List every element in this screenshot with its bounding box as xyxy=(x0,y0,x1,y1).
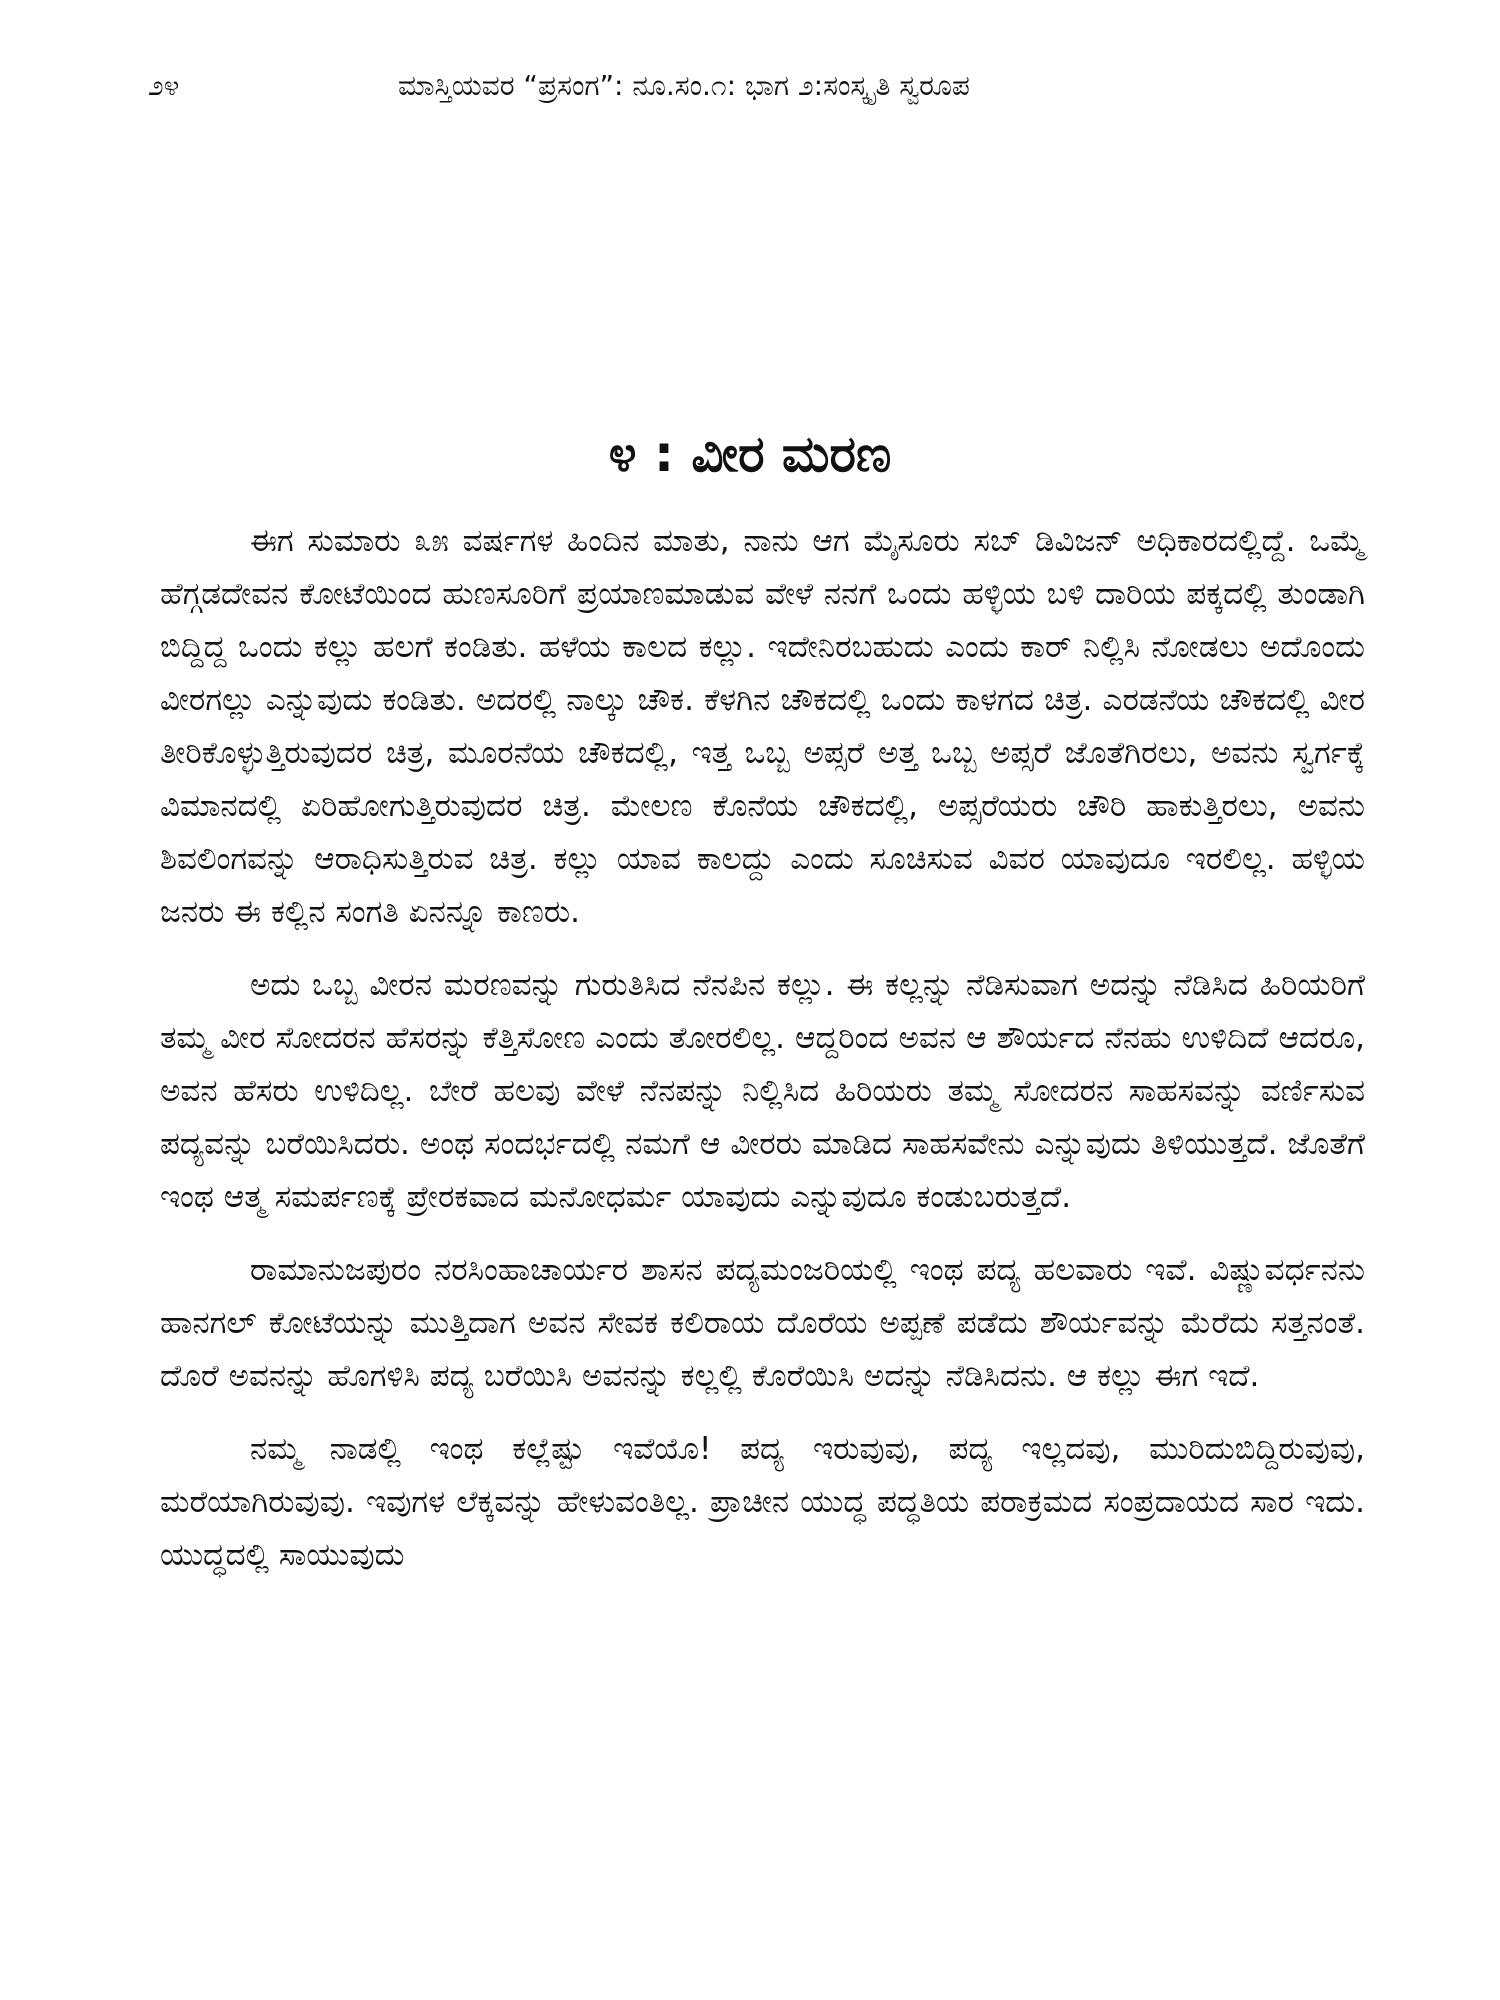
paragraph-4: ನಮ್ಮ ನಾಡಲ್ಲಿ ಇಂಥ ಕಲ್ಲೆಷ್ಟು ಇವೆಯೊ! ಪದ್ಯ ಇರುವುವು, ಪದ್ಯ ಇಲ್ಲದವು, ಮುರಿದುಬಿದ್ದಿರುವುವು, ಮರೆಯಾಗಿರುವುವು. ಇವುಗಳ ಲೆಕ್ಕವನ್ನು ಹೇಳುವಂತಿಲ್ಲ. ಪ್ರಾಚೀನ ಯುದ್ಧ ಪದ್ಧತಿಯ ಪರಾಕ್ರಮದ ಸಂಪ್ರದಾಯದ ಸಾರ ಇದು. ಯುದ್ಧದಲ್ಲಿ ಸಾಯುವುದು xyxy=(160,1431,1365,1573)
running-title: ಮಾಸ್ತಿಯವರ “ಪ್ರಸಂಗ”: ನೂ.ಸಂ.೧: ಭಾಗ ೨:ಸಂಸ್ಕೃತಿ ಸ್ವರೂಪ xyxy=(398,69,970,102)
chapter-title: ೪ : ವೀರ ಮರಣ xyxy=(608,424,892,483)
running-header xyxy=(148,66,1358,106)
paragraph-2: ಅದು ಒಬ್ಬ ವೀರನ ಮರಣವನ್ನು ಗುರುತಿಸಿದ ನೆನಪಿನ ಕಲ್ಲು. ಈ ಕಲ್ಲನ್ನು ನೆಡಿಸುವಾಗ ಅದನ್ನು ನೆಡಿಸಿದ ಹಿರಿಯರಿಗೆ ತಮ್ಮ ವೀರ ಸೋದರನ ಹೆಸರನ್ನು ಕೆತ್ತಿಸೋಣ ಎಂದು ತೋರಲಿಲ್ಲ. ಆದ್ದರಿಂದ ಅವನ ಆ ಶೌರ್ಯದ ನೆನಹು ಉಳಿದಿದೆ ಆದರೂ, ಅವನ ಹೆಸರು ಉಳಿದಿಲ್ಲ. ಬೇರೆ ಹಲವು ವೇಳೆ ನೆನಪನ್ನು ನಿಲ್ಲಿಸಿದ ಹಿರಿಯರು ತಮ್ಮ ಸೋದರನ ಸಾಹಸವನ್ನು ವರ್ಣಿಸುವ ಪದ್ಯವನ್ನು ಬರೆಯಿಸಿದರು. ಅಂಥ ಸಂದರ್ಭದಲ್ಲಿ ನಮಗೆ ಆ ವೀರರು ಮಾಡಿದ ಸಾಹಸವೇನು ಎನ್ನುವುದು ತಿಳಿಯುತ್ತದೆ. ಜೊತೆಗೆ ಇಂಥ ಆತ್ಮ ಸಮರ್ಪಣಕ್ಕೆ ಪ್ರೇರಕವಾದ ಮನೋಧರ್ಮ ಯಾವುದು ಎನ್ನುವುದೂ ಕಂಡುಬರುತ್ತದೆ. xyxy=(160,967,1365,1215)
body-text xyxy=(160,515,1365,1602)
paragraph-1: ಈಗ ಸುಮಾರು ೩೫ ವರ್ಷಗಳ ಹಿಂದಿನ ಮಾತು, ನಾನು ಆಗ ಮೈಸೂರು ಸಬ್ ಡಿವಿಜನ್ ಅಧಿಕಾರದಲ್ಲಿದ್ದೆ. ಒಮ್ಮೆ ಹೆಗ್ಗಡದೇವನ ಕೋಟೆಯಿಂದ ಹುಣಸೂರಿಗೆ ಪ್ರಯಾಣಮಾಡುವ ವೇಳೆ ನನಗೆ ಒಂದು ಹಳ್ಳಿಯ ಬಳಿ ದಾರಿಯ ಪಕ್ಕದಲ್ಲಿ ತುಂಡಾಗಿ ಬಿದ್ದಿದ್ದ ಒಂದು ಕಲ್ಲು ಹಲಗೆ ಕಂಡಿತು. ಹಳೆಯ ಕಾಲದ ಕಲ್ಲು. ಇದೇನಿರಬಹುದು ಎಂದು ಕಾರ್ ನಿಲ್ಲಿಸಿ ನೋಡಲು ಅದೊಂದು ವೀರಗಲ್ಲು ಎನ್ನುವುದು ಕಂಡಿತು. ಅದರಲ್ಲಿ ನಾಲ್ಕು ಚೌಕ. ಕೆಳಗಿನ ಚೌಕದಲ್ಲಿ ಒಂದು ಕಾಳಗದ ಚಿತ್ರ. ಎರಡನೆಯ ಚೌಕದಲ್ಲಿ ವೀರ ತೀರಿಕೊಳ್ಳುತ್ತಿರುವುದರ ಚಿತ್ರ, ಮೂರನೆಯ ಚೌಕದಲ್ಲಿ, ಇತ್ತ ಒಬ್ಬ ಅಪ್ಸರೆ ಅತ್ತ ಒಬ್ಬ ಅಪ್ಸರೆ ಜೊತೆಗಿರಲು, ಅವನು ಸ್ವರ್ಗಕ್ಕೆ ವಿಮಾನದಲ್ಲಿ ಏರಿಹೋಗುತ್ತಿರುವುದರ ಚಿತ್ರ. ಮೇಲಣ ಕೊನೆಯ ಚೌಕದಲ್ಲಿ, ಅಪ್ಸರೆಯರು ಚೌರಿ ಹಾಕುತ್ತಿರಲು, ಅವನು ಶಿವಲಿಂಗವನ್ನು ಆರಾಧಿಸುತ್ತಿರುವ ಚಿತ್ರ. ಕಲ್ಲು ಯಾವ ಕಾಲದ್ದು ಎಂದು ಸೂಚಿಸುವ ವಿವರ ಯಾವುದೂ ಇರಲಿಲ್ಲ. ಹಳ್ಳಿಯ ಜನರು ಈ ಕಲ್ಲಿನ ಸಂಗತಿ ಏನನ್ನೂ ಕಾಣರು. xyxy=(160,523,1365,930)
page-number: ೨೪ xyxy=(148,69,180,102)
paragraph-3: ರಾಮಾನುಜಪುರಂ ನರಸಿಂಹಾಚಾರ್ಯರ ಶಾಸನ ಪದ್ಯಮಂಜರಿಯಲ್ಲಿ ಇಂಥ ಪದ್ಯ ಹಲವಾರು ಇವೆ. ವಿಷ್ಣುವರ್ಧನನು ಹಾನಗಲ್ ಕೋಟೆಯನ್ನು ಮುತ್ತಿದಾಗ ಅವನ ಸೇವಕ ಕಲಿರಾಯ ದೊರೆಯ ಅಪ್ಪಣೆ ಪಡೆದು ಶೌರ್ಯವನ್ನು ಮೆರೆದು ಸತ್ತನಂತೆ. ದೊರೆ ಅವನನ್ನು ಹೊಗಳಿಸಿ ಪದ್ಯ ಬರೆಯಿಸಿ ಅವನನ್ನು ಕಲ್ಲಲ್ಲಿ ಕೊರೆಯಿಸಿ ಅದನ್ನು ನೆಡಿಸಿದನು. ಆ ಕಲ್ಲು ಈಗ ಇದೆ. xyxy=(160,1252,1365,1394)
